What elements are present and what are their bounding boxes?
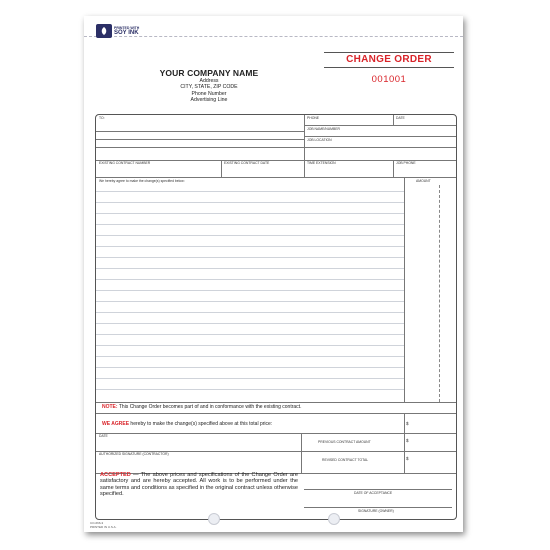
job-name-label: JOB NAME/NUMBER	[307, 127, 340, 131]
soy-ink-caption: PRINTED WITH	[114, 26, 140, 30]
amount-label: AMOUNT	[416, 179, 431, 183]
revised-dollar-sign: $	[406, 456, 409, 461]
divider	[304, 115, 305, 177]
divider	[96, 413, 456, 414]
acceptance-date-line	[304, 489, 452, 490]
owner-signature-line	[304, 507, 452, 508]
divider	[304, 136, 456, 137]
divider	[304, 125, 456, 126]
divider	[393, 115, 394, 125]
divider	[404, 413, 405, 433]
we-agree-label: WE AGREE	[102, 421, 130, 427]
date-label-2: DATE	[99, 434, 108, 438]
binding-hole	[328, 513, 340, 525]
soy-ink-logo-icon	[96, 24, 112, 38]
amount-column-divider	[404, 177, 405, 402]
phone-label: PHONE	[307, 116, 320, 120]
company-block	[124, 68, 294, 103]
divider	[96, 177, 456, 178]
cents-divider	[439, 185, 440, 402]
we-agree-line	[102, 421, 272, 427]
change-order-header	[324, 47, 454, 95]
contract-date-label: EXISTING CONTRACT DATE	[224, 161, 270, 165]
note-label: NOTE:	[102, 404, 118, 410]
divider	[221, 160, 222, 177]
contract-number-label: EXISTING CONTRACT NUMBER	[99, 161, 151, 165]
authorized-signature-label: AUTHORIZED SIGNATURE (CONTRACTOR)	[99, 452, 169, 456]
signature-owner-label: SIGNATURE (OWNER)	[358, 509, 394, 513]
printed-in-usa: PRINTED IN U.S.A.	[90, 525, 117, 529]
time-extension-label: TIME EXTENSION	[307, 161, 336, 165]
accepted-label: ACCEPTED	[100, 472, 131, 478]
note-line	[102, 404, 301, 410]
soy-ink-title: SOY INK	[114, 30, 139, 36]
accepted-statement	[100, 472, 298, 498]
to-label: TO:	[99, 116, 105, 120]
date-of-acceptance-label: DATE OF ACCEPTANCE	[354, 491, 393, 495]
divider	[96, 139, 304, 140]
company-city: CITY, STATE, ZIP CODE	[180, 84, 238, 91]
note-text: This Change Order becomes part of and in conformance with the existing contract.	[117, 404, 302, 410]
divider	[393, 160, 394, 177]
company-name: YOUR COMPANY NAME	[159, 68, 259, 78]
divider	[96, 147, 456, 148]
previous-amount-label: PREVIOUS CONTRACT AMOUNT	[318, 440, 371, 444]
job-location-label: JOB LOCATION	[307, 138, 332, 142]
divider	[96, 433, 456, 434]
agree-instruction: We hereby agree to make the change(s) specified below:	[99, 179, 185, 183]
binding-hole	[208, 513, 220, 525]
revised-total-label: REVISED CONTRACT TOTAL	[322, 458, 369, 462]
company-address: Address	[199, 78, 219, 84]
divider	[404, 433, 405, 473]
divider	[96, 402, 456, 403]
date-label: DATE	[396, 116, 405, 120]
divider	[301, 433, 302, 473]
job-phone-label: JOB PHONE	[396, 161, 416, 165]
company-phone: Phone Number	[191, 90, 227, 97]
form-number: 001001	[371, 74, 407, 85]
soy-ink-badge	[96, 22, 139, 40]
form-title: CHANGE ORDER	[324, 52, 454, 68]
form-code: CO-666-3	[90, 521, 104, 525]
we-agree-text: hereby to make the change(s) specified above at this total price:	[129, 421, 273, 427]
company-advertising: Advertising Line	[190, 96, 228, 103]
previous-dollar-sign: $	[406, 438, 409, 443]
perforation-line	[84, 36, 463, 37]
form-grid	[95, 114, 457, 520]
divider	[96, 131, 304, 132]
accepted-text: — The above prices and specifications of the Change Order are satisfactory and are hereby accepted. All work is to be performed under the same terms and conditions as specified in the original contract unless otherwise specified.	[100, 472, 298, 498]
change-order-form-sheet	[84, 16, 463, 532]
total-dollar-sign: $	[406, 421, 409, 426]
